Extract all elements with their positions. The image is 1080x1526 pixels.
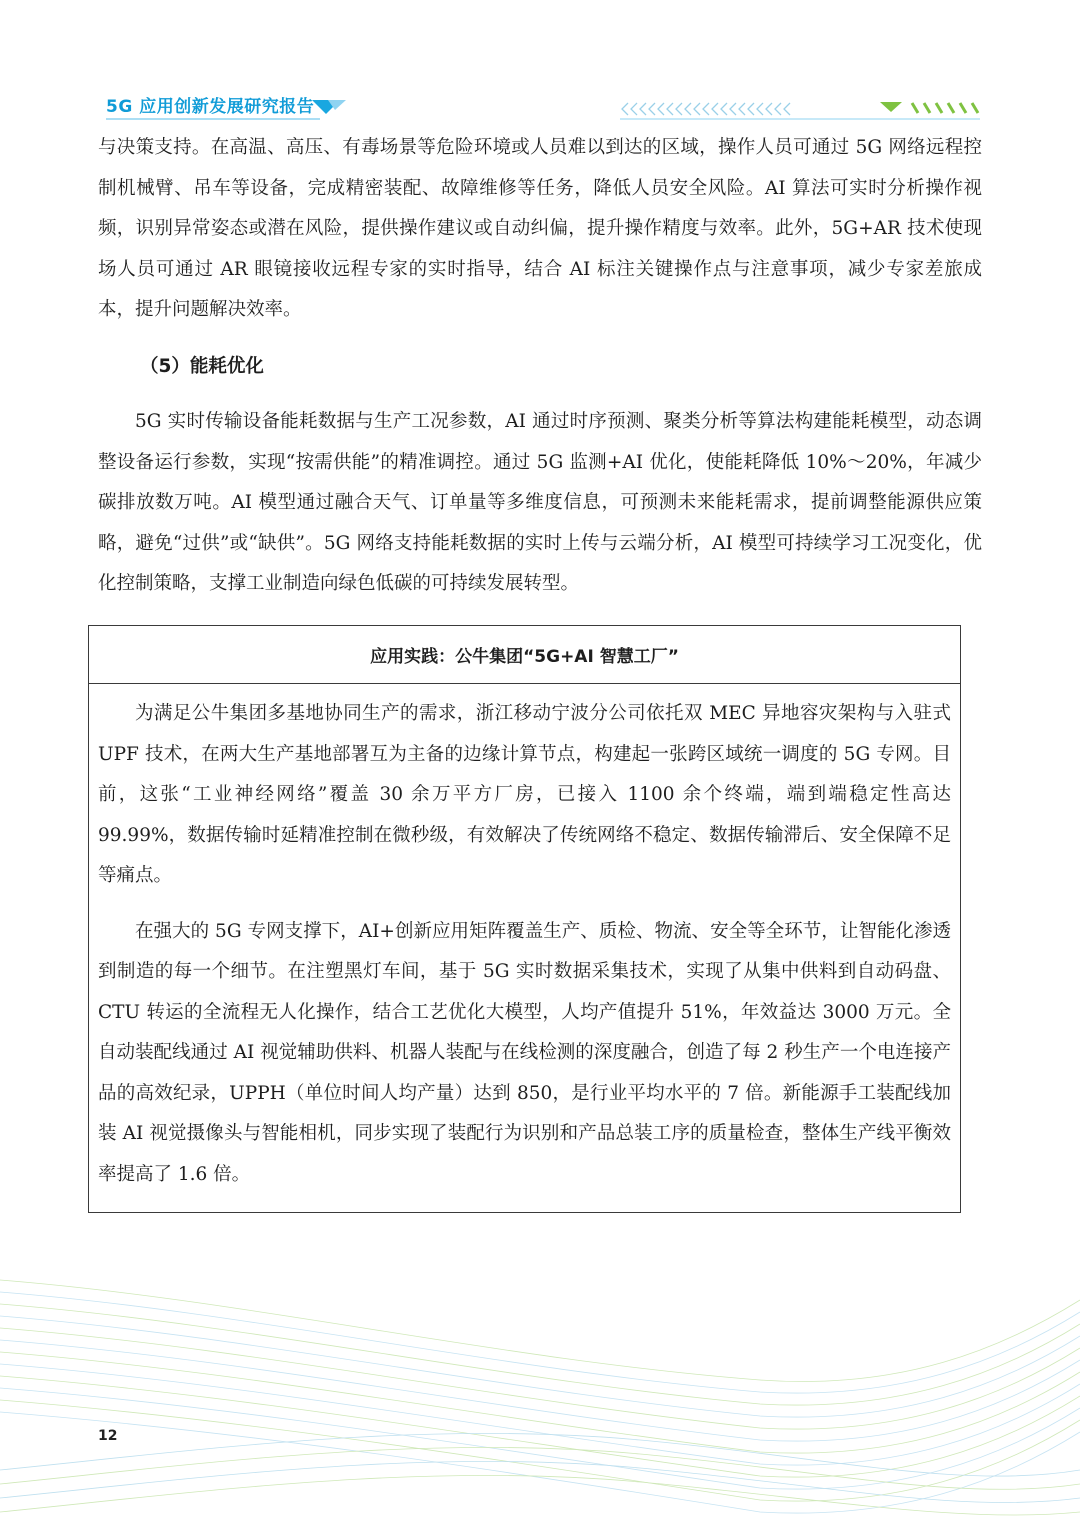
decorative-wave-lines: [0, 1240, 1080, 1526]
section-paragraph: 5G 实时传输设备能耗数据与生产工况参数，AI 通过时序预测、聚类分析等算法构建能耗模型，动态调整设备运行参数，实现“按需供能”的精准调控。通过 5G 监测+AI 优化，使能耗降低 10%～20%，年减少碳排放数万吨。AI 模型通过融合天气、订单量等多维度信息，可预测未来能耗需求，提前调整能源供应策略，避免“过供”或“缺供”。5G 网络支持能耗数据的实时上传与云端分析，AI 模型可持续学习工况变化，优化控制策略，支撑工业制造向绿色低碳的可持续发展转型。: [98, 411, 982, 594]
intro-paragraph: 与决策支持。在高温、高压、有毒场景等危险环境或人员难以到达的区域，操作人员可通过 5G 网络远程控制机械臂、吊车等设备，完成精密装配、故障维修等任务，降低人员安全风险。AI 算法可实时分析操作视频，识别异常姿态或潜在风险，提供操作建议或自动纠偏，提升操作精度与效率。此外，5G+AR 技术使现场人员可通过 AR 眼镜接收远程专家的实时指导，结合 AI 标注关键操作点与注意事项，减少专家差旅成本，提升问题解决效率。: [98, 137, 982, 320]
intro-text-block: [98, 128, 982, 331]
case-study-body: [89, 684, 960, 1195]
page-number: 12: [98, 1428, 118, 1444]
case-study-box: [88, 625, 961, 1213]
section-text-block: [98, 402, 982, 605]
section-heading: （5）能耗优化: [140, 356, 264, 377]
case-paragraph-2: 在强大的 5G 专网支撑下，AI+创新应用矩阵覆盖生产、质检、物流、安全等全环节，让智能化渗透到制造的每一个细节。在注塑黑灯车间，基于 5G 实时数据采集技术，实现了从集中供料到自动码盘、CTU 转运的全流程无人化操作，结合工艺优化大模型，人均产值提升 51%，年效益达 3000 万元。全自动装配线通过 AI 视觉辅助供料、机器人装配与在线检测的深度融合，创造了每 2 秒生产一个电连接产品的高效纪录，UPPH（单位时间人均产量）达到 850，是行业平均水平的 7 倍。新能源手工装配线加装 AI 视觉摄像头与智能相机，同步实现了装配行为识别和产品总装工序的质量检查，整体生产线平衡效率提高了 1.6 倍。: [98, 920, 951, 1185]
case-study-title: 应用实践：公牛集团“5G+AI 智慧工厂”: [89, 626, 960, 684]
case-paragraph-1: 为满足公牛集团多基地协同生产的需求，浙江移动宁波分公司依托双 MEC 异地容灾架构与入驻式 UPF 技术，在两大生产基地部署互为主备的边缘计算节点，构建起一张跨区域统一调度的 5G 专网。目前，这张“工业神经网络”覆盖 30 余万平方厂房，已接入 1100 余个终端，端到端稳定性高达 99.99%，数据传输时延精准控制在微秒级，有效解决了传统网络不稳定、数据传输滞后、安全保障不足等痛点。: [98, 703, 951, 886]
report-title: 5G 应用创新发展研究报告: [106, 97, 315, 117]
header-decoration: [0, 92, 1080, 132]
